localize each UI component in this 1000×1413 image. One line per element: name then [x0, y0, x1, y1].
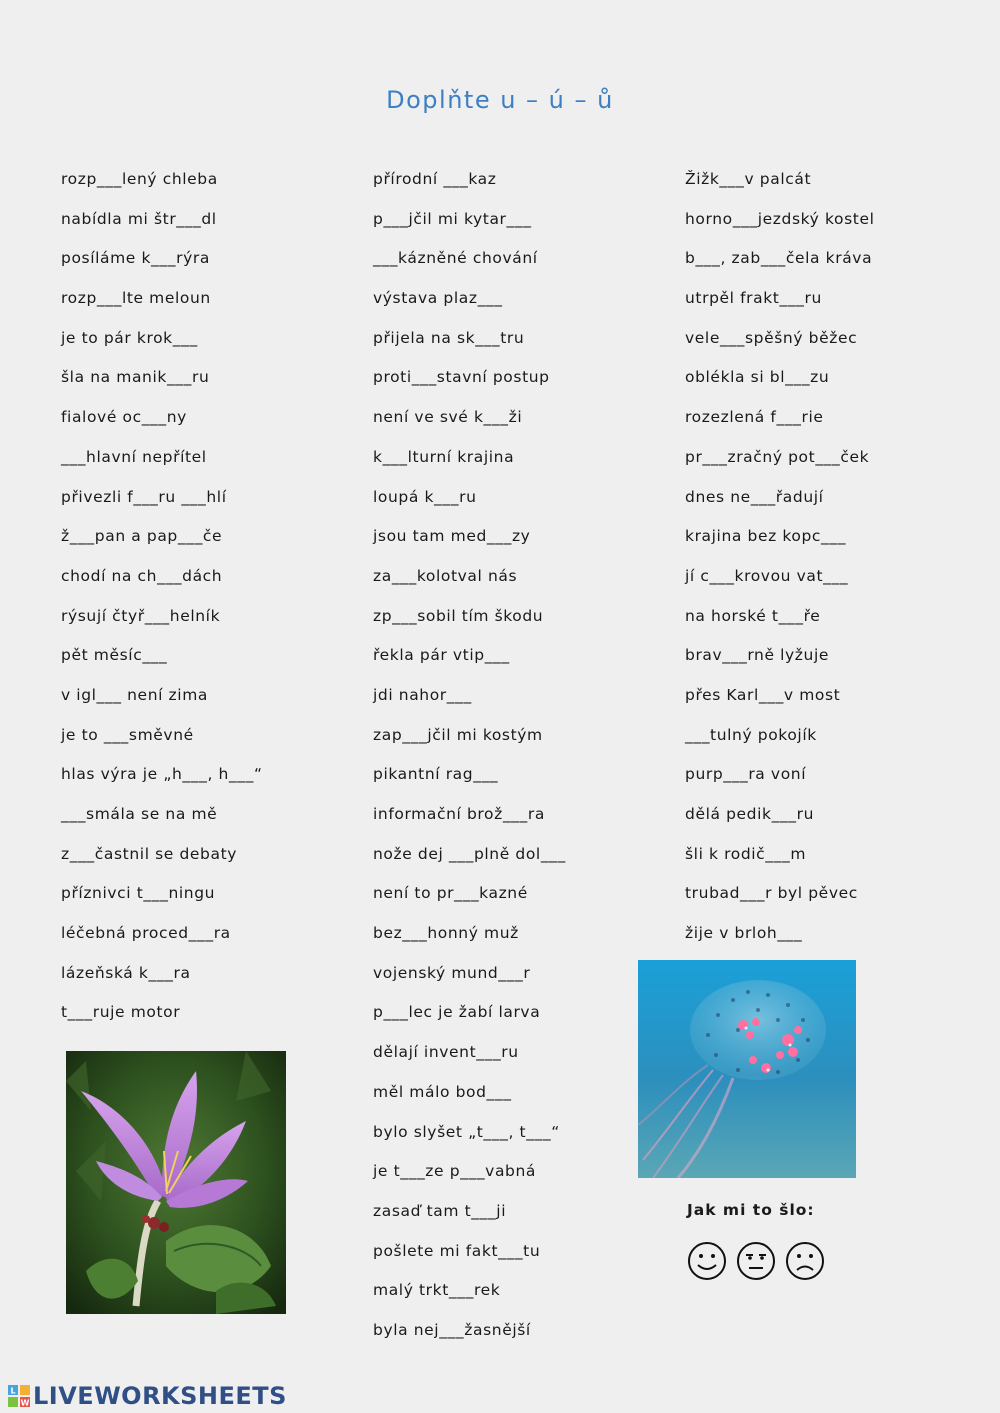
exercise-item: malý trkt___rek: [373, 1281, 501, 1300]
logo-letter: W: [20, 1398, 30, 1407]
exercise-item: p___lec je žabí larva: [373, 1003, 541, 1022]
exercise-item: dělá pedik___ru: [685, 805, 815, 823]
exercise-item: pět měsíc___: [61, 646, 168, 665]
happy-face-icon[interactable]: [687, 1241, 727, 1281]
exercise-item: zp___sobil tím škodu: [373, 606, 544, 625]
exercise-item: dnes ne___řadují: [685, 487, 824, 506]
exercise-item: není ve své k___ži: [373, 408, 523, 427]
exercise-item: informační brož___ra: [373, 805, 545, 823]
exercise-item: trubad___r byl pěvec: [685, 884, 858, 903]
exercise-item: šli k rodič___m: [685, 844, 807, 863]
exercise-item: jdi nahor___: [373, 685, 472, 704]
exercise-item: Žižk___v palcát: [685, 170, 812, 188]
exercise-item: ___kázněné chování: [373, 249, 538, 268]
exercise-item: t___ruje motor: [61, 1003, 181, 1022]
exercise-item: horno___jezdský kostel: [685, 209, 875, 228]
exercise-item: měl málo bod___: [373, 1082, 512, 1101]
logo-letter: L: [10, 1386, 16, 1396]
exercise-item: pošlete mi fakt___tu: [373, 1241, 541, 1260]
exercise-item: přes Karl___v most: [685, 685, 841, 704]
exercise-item: přírodní ___kaz: [373, 170, 497, 188]
exercise-column-3: [685, 169, 874, 963]
exercise-item: loupá k___ru: [373, 487, 477, 506]
exercise-item: posíláme k___rýra: [61, 249, 210, 268]
exercise-item: vele___spěšný běžec: [685, 328, 858, 347]
exercise-item: hlas výra je „h___, h___“: [61, 765, 263, 784]
exercise-item: fialové oc___ny: [61, 408, 187, 427]
exercise-item: je to pár krok___: [61, 328, 198, 347]
exercise-item: výstava plaz___: [373, 289, 503, 308]
self-assessment-faces: [687, 1241, 825, 1281]
exercise-item: rozezlená f___rie: [685, 408, 824, 427]
exercise-item: dělají invent___ru: [373, 1043, 519, 1062]
exercise-item: bez___honný muž: [373, 924, 519, 943]
exercise-item: léčebná proced___ra: [61, 924, 231, 943]
exercise-item: ž___pan a pap___če: [61, 527, 223, 546]
crocus-flower-photo: [66, 1051, 286, 1314]
exercise-item: brav___rně lyžuje: [685, 646, 830, 665]
exercise-item: přijela na sk___tru: [373, 328, 525, 347]
sad-face-icon[interactable]: [785, 1241, 825, 1281]
exercise-item: pikantní rag___: [373, 765, 499, 784]
jellyfish-photo: [638, 960, 856, 1178]
exercise-item: příznivci t___ningu: [61, 884, 216, 903]
exercise-item: k___lturní krajina: [373, 447, 515, 466]
exercise-column-1: [61, 169, 263, 1042]
exercise-item: nože dej ___plně dol___: [373, 844, 566, 863]
exercise-item: byla nej___žasnější: [373, 1320, 531, 1339]
exercise-item: ___hlavní nepřítel: [61, 447, 207, 466]
exercise-item: žije v brloh___: [685, 924, 803, 943]
exercise-item: lázeňská k___ra: [61, 963, 191, 982]
exercise-item: jsou tam med___zy: [373, 527, 531, 546]
exercise-item: purp___ra voní: [685, 765, 807, 784]
exercise-item: ___smála se na mě: [61, 805, 218, 823]
exercise-item: oblékla si bl___zu: [685, 368, 830, 387]
exercise-item: za___kolotval nás: [373, 566, 518, 585]
exercise-item: řekla pár vtip___: [373, 646, 510, 665]
exercise-item: šla na manik___ru: [61, 368, 210, 387]
exercise-item: je t___ze p___vabná: [373, 1162, 537, 1181]
exercise-item: z___častnil se debaty: [61, 844, 238, 863]
exercise-item: jí c___krovou vat___: [685, 566, 849, 585]
neutral-face-icon[interactable]: [736, 1241, 776, 1281]
self-assessment-label: Jak mi to šlo:: [687, 1201, 815, 1219]
exercise-column-2: [373, 169, 566, 1360]
page-title: Doplňte u – ú – ů: [386, 86, 614, 114]
exercise-item: chodí na ch___dách: [61, 566, 223, 585]
brand-name: LIVEWORKSHEETS: [33, 1382, 287, 1410]
exercise-item: pr___zračný pot___ček: [685, 447, 870, 466]
liveworksheets-footer: [8, 1380, 287, 1412]
exercise-item: krajina bez kopc___: [685, 527, 847, 546]
exercise-item: b___, zab___čela kráva: [685, 249, 873, 268]
exercise-item: utrpěl frakt___ru: [685, 289, 822, 308]
exercise-item: rýsují čtyř___helník: [61, 606, 221, 625]
exercise-item: bylo slyšet „t___, t___“: [373, 1122, 560, 1141]
exercise-item: ___tulný pokojík: [685, 725, 817, 744]
exercise-item: rozp___lte meloun: [61, 289, 211, 308]
exercise-item: rozp___lený chleba: [61, 170, 218, 188]
exercise-item: na horské t___ře: [685, 606, 821, 625]
exercise-item: nabídla mi štr___dl: [61, 209, 217, 228]
exercise-item: zasaď tam t___ji: [373, 1201, 507, 1220]
exercise-item: v igl___ není zima: [61, 685, 208, 704]
exercise-item: není to pr___kazné: [373, 884, 528, 903]
exercise-item: proti___stavní postup: [373, 368, 550, 387]
exercise-item: p___jčil mi kytar___: [373, 209, 532, 228]
exercise-item: je to ___směvné: [61, 725, 194, 744]
liveworksheets-logo-icon: [8, 1385, 30, 1407]
exercise-item: přivezli f___ru ___hlí: [61, 487, 227, 506]
exercise-item: vojenský mund___r: [373, 963, 531, 982]
exercise-item: zap___jčil mi kostým: [373, 725, 543, 744]
